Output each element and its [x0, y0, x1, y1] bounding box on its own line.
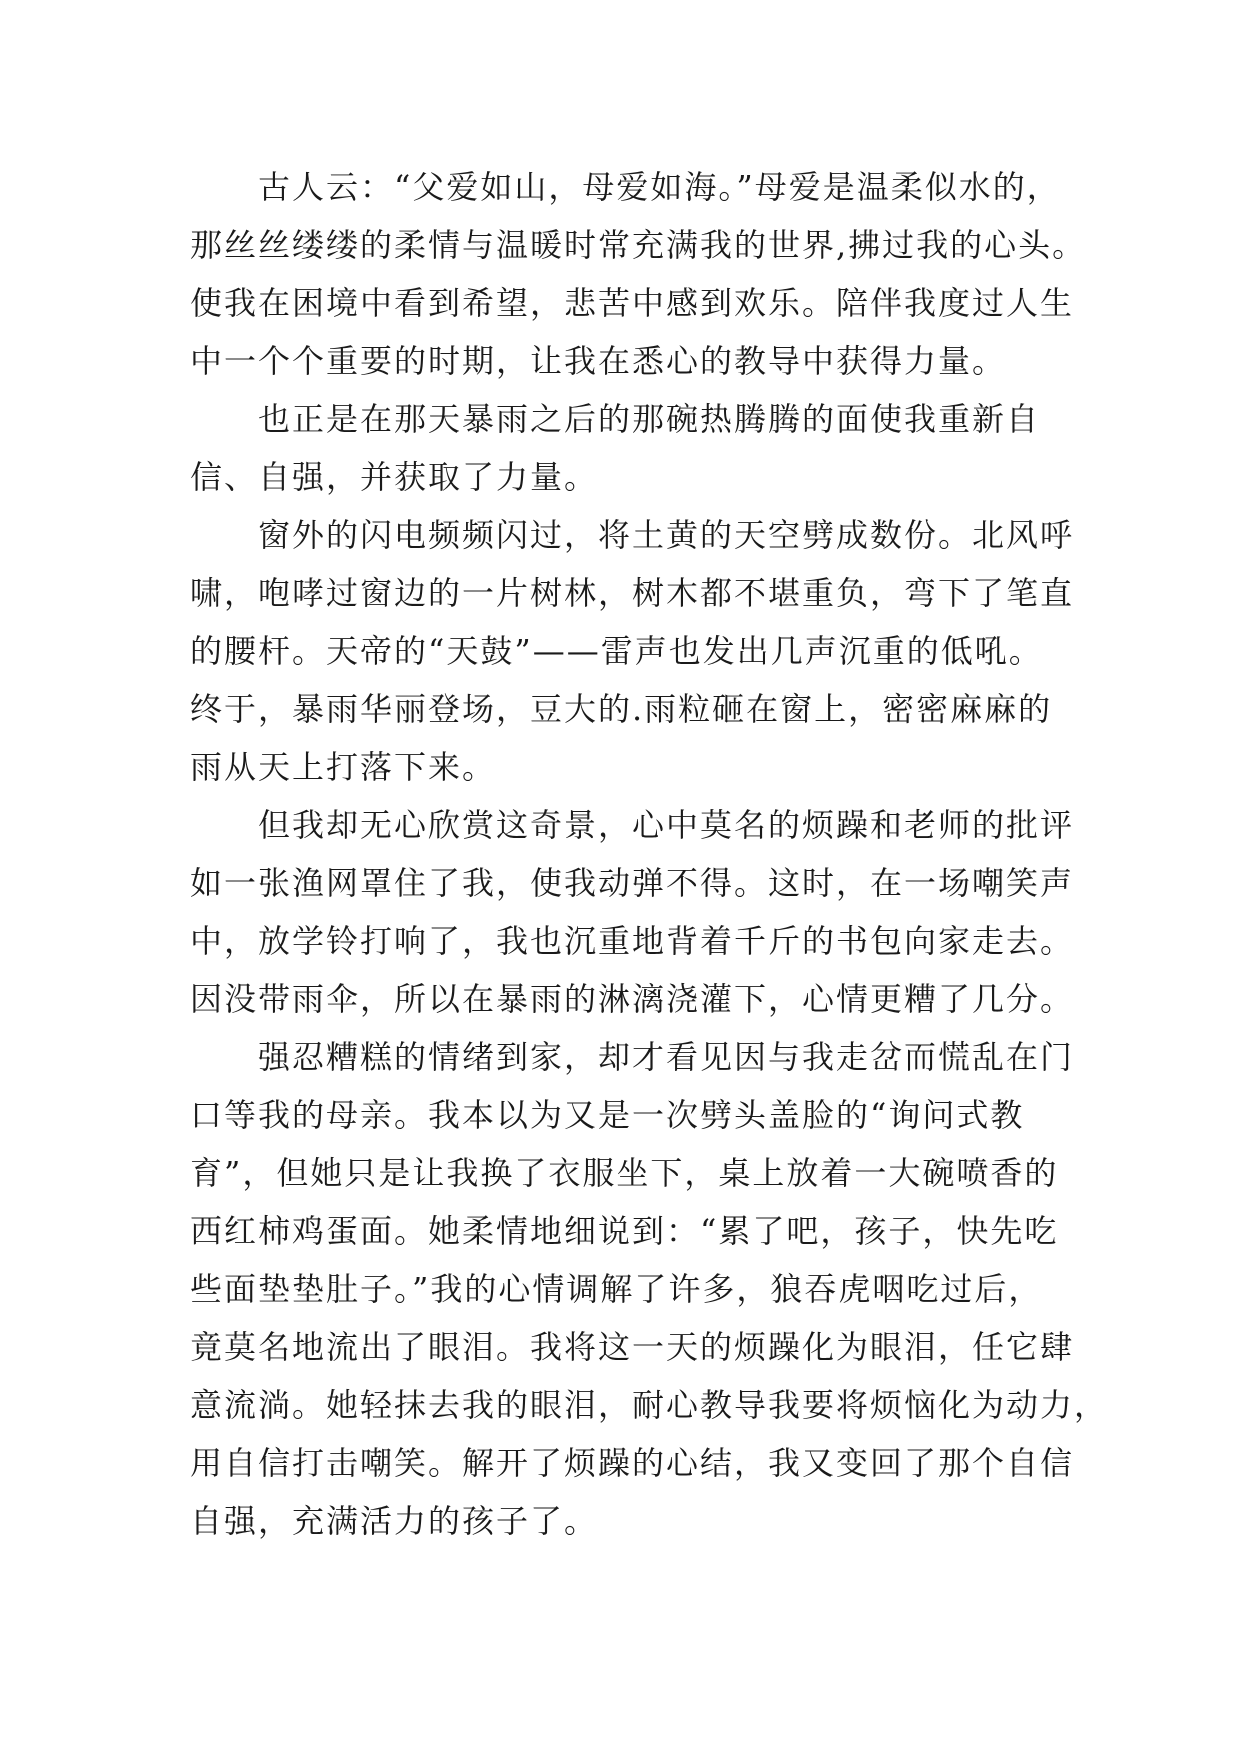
text-line: 竟莫名地流出了眼泪。我将这一天的烦躁化为眼泪，任它肆 [190, 1328, 1075, 1366]
text-line: 育”，但她只是让我换了衣服坐下，桌上放着一大碗喷香的 [190, 1154, 1059, 1192]
text-line: 雨从天上打落下来。 [190, 748, 497, 786]
text-line: 但我却无心欣赏这奇景，心中莫名的烦躁和老师的批评 [190, 806, 1075, 844]
text-line: 那丝丝缕缕的柔情与温暖时常充满我的世界,拂过我的心头。 [190, 226, 1087, 264]
text-line: 信、自强，并获取了力量。 [190, 458, 599, 496]
text-line: 终于，暴雨华丽登场，豆大的.雨粒砸在窗上，密密麻麻的 [190, 690, 1053, 728]
text-line: 中，放学铃打响了，我也沉重地背着千斤的书包向家走去。 [190, 922, 1075, 960]
text-line: 用自信打击嘲笑。解开了烦躁的心结，我又变回了那个自信 [190, 1444, 1075, 1482]
text-line: 古人云：“父爱如山，母爱如海。”母爱是温柔似水的， [190, 168, 1061, 206]
text-line: 自强，充满活力的孩子了。 [190, 1502, 599, 1540]
text-line: 西红柿鸡蛋面。她柔情地细说到：“累了吧，孩子，快先吃 [190, 1212, 1059, 1250]
text-line: 意流淌。她轻抹去我的眼泪，耐心教导我要将烦恼化为动力， [190, 1386, 1109, 1424]
text-line: 强忍糟糕的情绪到家，却才看见因与我走岔而慌乱在门 [190, 1038, 1075, 1076]
text-line: 窗外的闪电频频闪过，将土黄的天空劈成数份。北风呼 [190, 516, 1075, 554]
text-line: 因没带雨伞，所以在暴雨的淋漓浇灌下，心情更糟了几分。 [190, 980, 1075, 1018]
essay-body [190, 158, 1109, 1550]
text-line: 使我在困境中看到希望，悲苦中感到欢乐。陪伴我度过人生 [190, 284, 1075, 322]
text-line: 口等我的母亲。我本以为又是一次劈头盖脸的“询问式教 [190, 1096, 1025, 1134]
text-line: 也正是在那天暴雨之后的那碗热腾腾的面使我重新自 [190, 400, 1041, 438]
text-line: 些面垫垫肚子。”我的心情调解了许多，狼吞虎咽吃过后， [190, 1270, 1043, 1308]
text-line: 的腰杆。天帝的“天鼓”——雷声也发出几声沉重的低吼。 [190, 632, 1043, 670]
text-line: 如一张渔网罩住了我，使我动弹不得。这时，在一场嘲笑声 [190, 864, 1075, 902]
text-line: 中一个个重要的时期，让我在悉心的教导中获得力量。 [190, 342, 1007, 380]
text-line: 啸，咆哮过窗边的一片树林，树木都不堪重负，弯下了笔直 [190, 574, 1075, 612]
